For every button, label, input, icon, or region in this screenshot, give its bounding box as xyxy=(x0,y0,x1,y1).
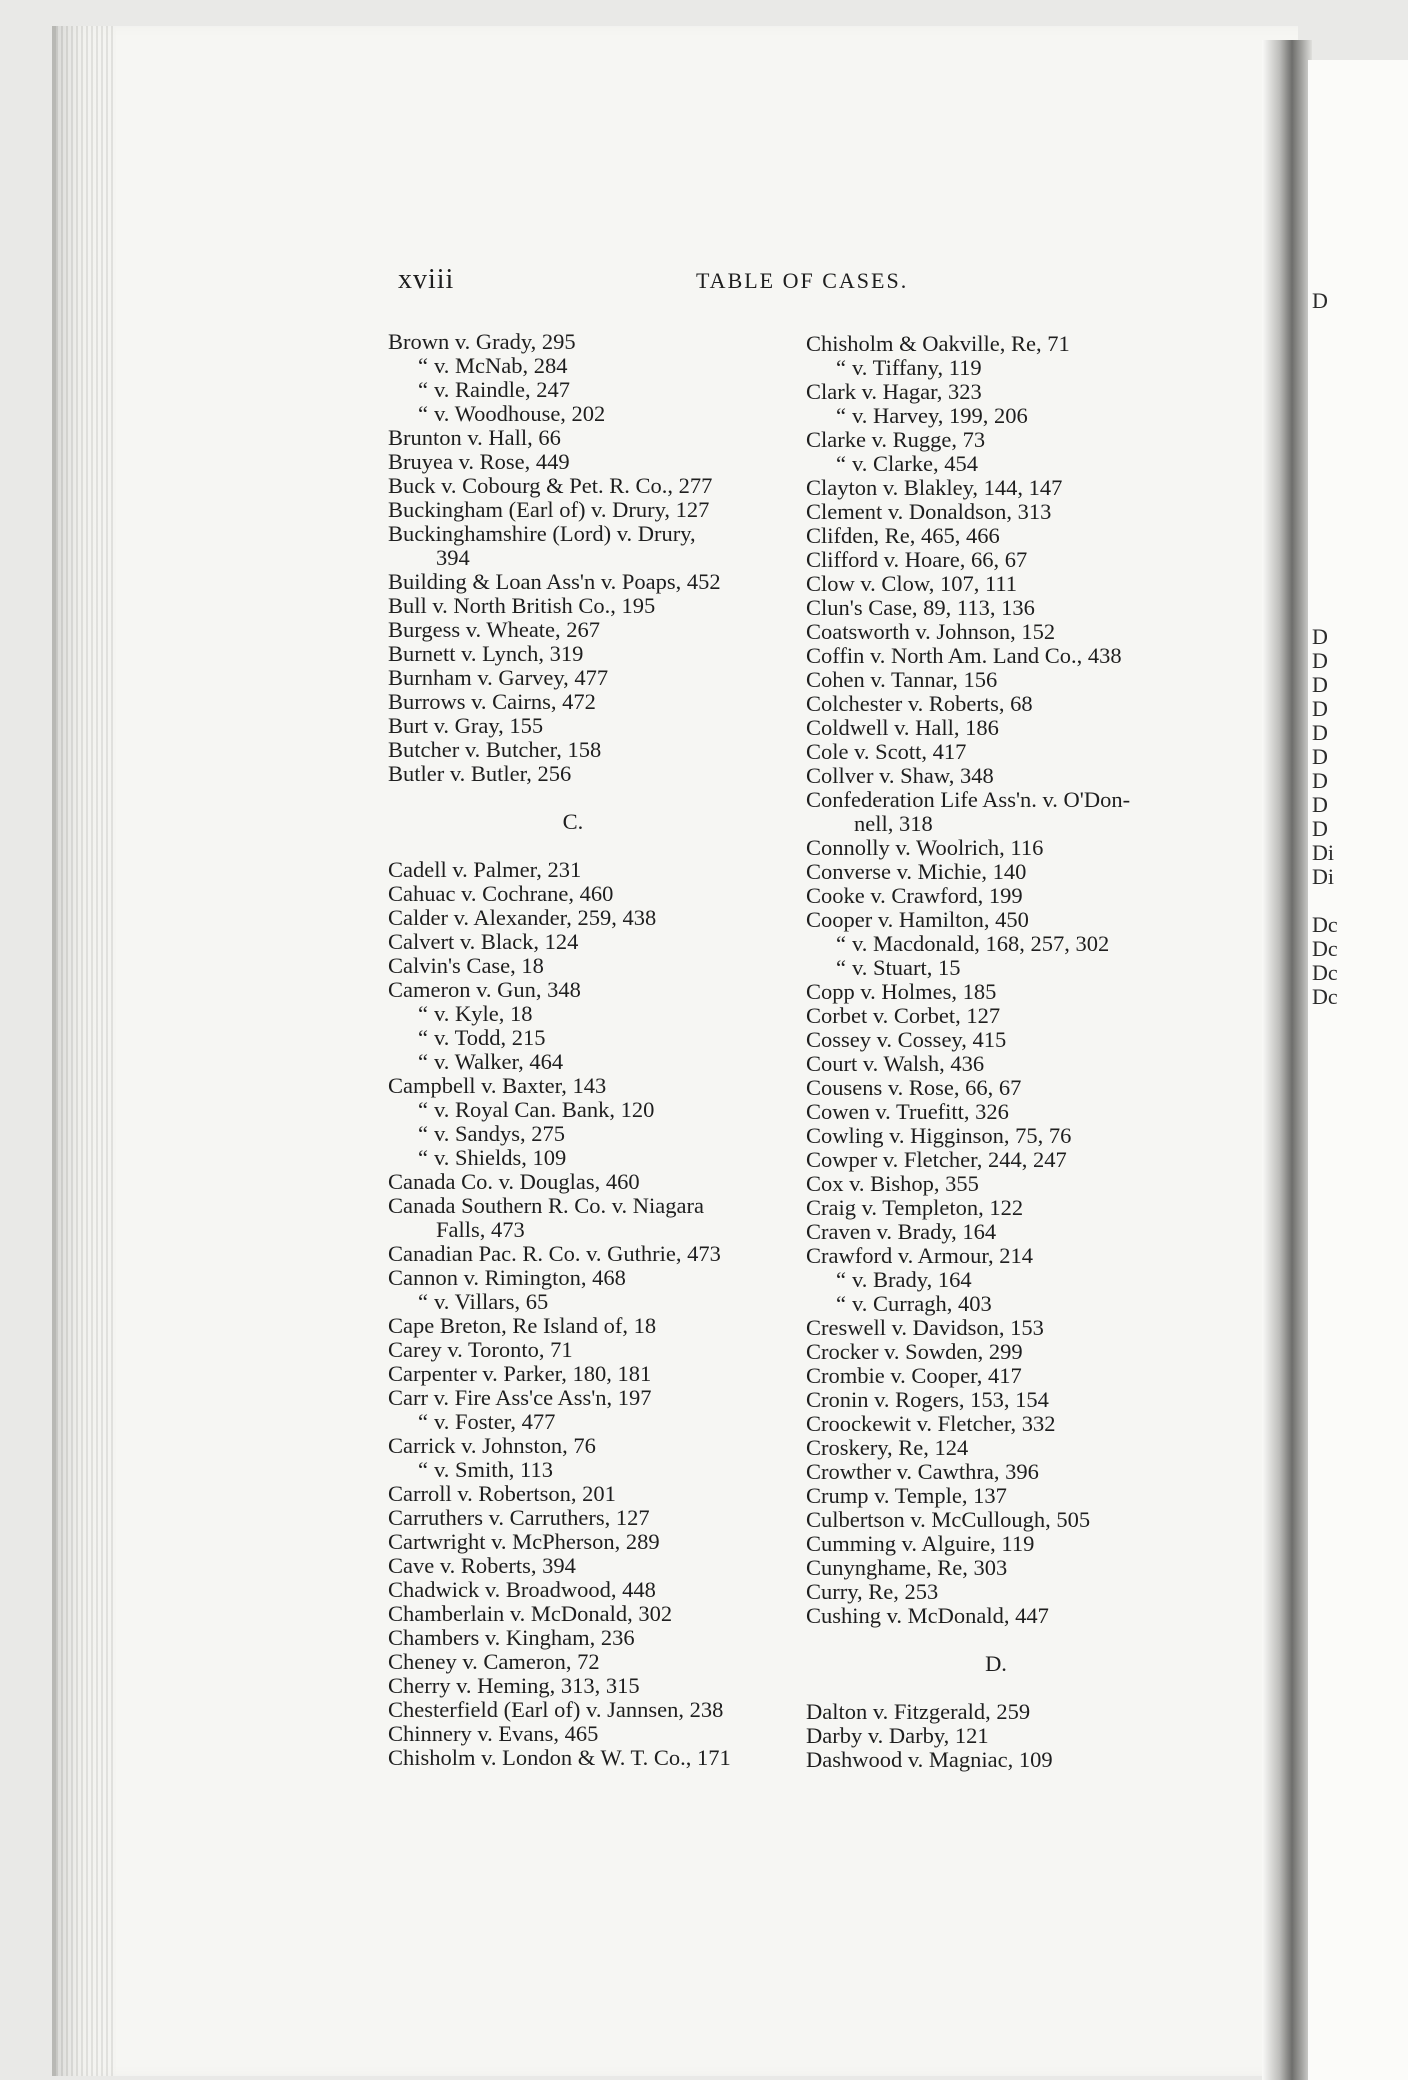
case-text: Burt v. Gray, 155 xyxy=(388,713,544,738)
case-entry xyxy=(388,1554,788,1578)
case-text: v. McNab, 284 xyxy=(434,353,568,378)
case-text: Craig v. Templeton, 122 xyxy=(806,1195,1024,1220)
case-entry xyxy=(388,1146,788,1170)
case-text: Clifford v. Hoare, 66, 67 xyxy=(806,547,1028,572)
case-text: Cunynghame, Re, 303 xyxy=(806,1555,1008,1580)
case-text: Croskery, Re, 124 xyxy=(806,1435,969,1460)
case-text: Cole v. Scott, 417 xyxy=(806,739,967,764)
case-entry xyxy=(806,548,1216,572)
case-entry xyxy=(806,332,1216,356)
ditto-mark: “ xyxy=(418,1097,428,1122)
case-text: Crawford v. Armour, 214 xyxy=(806,1243,1033,1268)
ditto-mark: “ xyxy=(418,1001,428,1026)
case-text: v. Kyle, 18 xyxy=(434,1001,533,1026)
case-entry xyxy=(806,476,1216,500)
case-text: Copp v. Holmes, 185 xyxy=(806,979,997,1004)
case-text: v. Foster, 477 xyxy=(434,1409,556,1434)
case-text: v. Curragh, 403 xyxy=(852,1291,992,1316)
ditto-mark: “ xyxy=(836,451,846,476)
page-edge-lines xyxy=(56,26,116,2076)
ditto-mark: “ xyxy=(418,1049,428,1074)
case-entry xyxy=(388,1530,788,1554)
case-text: v. Todd, 215 xyxy=(434,1025,546,1050)
ditto-mark: “ xyxy=(836,355,846,380)
facing-page-fragment: D xyxy=(1312,288,1328,313)
case-text: Burrows v. Cairns, 472 xyxy=(388,689,596,714)
facing-page-fragment: D xyxy=(1312,672,1328,697)
case-text: Cave v. Roberts, 394 xyxy=(388,1553,576,1578)
index-column-right xyxy=(806,332,1216,1772)
case-text: Cronin v. Rogers, 153, 154 xyxy=(806,1387,1049,1412)
case-entry xyxy=(388,1026,788,1050)
case-entry xyxy=(806,716,1216,740)
case-text: Chinnery v. Evans, 465 xyxy=(388,1721,599,1746)
case-text: Croockewit v. Fletcher, 332 xyxy=(806,1411,1056,1436)
case-text: v. Brady, 164 xyxy=(852,1267,972,1292)
case-text: Crocker v. Sowden, 299 xyxy=(806,1339,1023,1364)
case-entry xyxy=(806,1460,1216,1484)
case-text: v. Macdonald, 168, 257, 302 xyxy=(852,931,1110,956)
case-entry xyxy=(388,666,788,690)
case-text: Calder v. Alexander, 259, 438 xyxy=(388,905,657,930)
case-entry xyxy=(388,1290,788,1314)
case-text: Bull v. North British Co., 195 xyxy=(388,593,656,618)
case-text: Cannon v. Rimington, 468 xyxy=(388,1265,626,1290)
case-entry xyxy=(806,980,1216,1004)
case-entry xyxy=(388,1626,788,1650)
case-entry xyxy=(388,570,788,594)
case-text: Cousens v. Rose, 66, 67 xyxy=(806,1075,1022,1100)
case-entry xyxy=(806,1268,1216,1292)
case-text: Coldwell v. Hall, 186 xyxy=(806,715,999,740)
case-entry xyxy=(388,1386,788,1410)
case-text: Coatsworth v. Johnson, 152 xyxy=(806,619,1056,644)
case-entry xyxy=(388,1242,788,1266)
case-text: Connolly v. Woolrich, 116 xyxy=(806,835,1044,860)
case-text: Cowper v. Fletcher, 244, 247 xyxy=(806,1147,1067,1172)
case-text: Court v. Walsh, 436 xyxy=(806,1051,985,1076)
case-entry xyxy=(388,474,788,498)
facing-page-fragment: Di xyxy=(1312,840,1334,865)
case-entry xyxy=(806,1604,1216,1628)
case-text: v. Walker, 464 xyxy=(434,1049,564,1074)
ditto-mark: “ xyxy=(418,401,428,426)
case-text: nell, 318 xyxy=(854,811,933,836)
case-entry xyxy=(806,524,1216,548)
case-entry xyxy=(806,1004,1216,1028)
case-text: Chisholm & Oakville, Re, 71 xyxy=(806,331,1070,356)
case-text: Clayton v. Blakley, 144, 147 xyxy=(806,475,1063,500)
case-text: Calvert v. Black, 124 xyxy=(388,929,579,954)
case-entry xyxy=(806,932,1216,956)
facing-page-fragment: Dc xyxy=(1312,936,1338,961)
case-text: Curry, Re, 253 xyxy=(806,1579,939,1604)
case-text: Colchester v. Roberts, 68 xyxy=(806,691,1033,716)
case-text: Burnham v. Garvey, 477 xyxy=(388,665,609,690)
case-entry xyxy=(388,1602,788,1626)
case-entry xyxy=(806,1508,1216,1532)
case-text: v. Tiffany, 119 xyxy=(852,355,982,380)
case-text: Cheney v. Cameron, 72 xyxy=(388,1649,600,1674)
case-entry xyxy=(806,1052,1216,1076)
case-entry xyxy=(806,764,1216,788)
facing-page-fragment: D xyxy=(1312,744,1328,769)
case-text: v. Smith, 113 xyxy=(434,1457,553,1482)
case-entry xyxy=(388,594,788,618)
case-entry xyxy=(388,1722,788,1746)
case-entry xyxy=(388,1218,788,1242)
case-entry xyxy=(806,788,1216,812)
section-letter: D. xyxy=(985,1651,1007,1676)
case-entry xyxy=(388,1458,788,1482)
case-text: Creswell v. Davidson, 153 xyxy=(806,1315,1044,1340)
facing-page-strip xyxy=(1308,60,1408,2080)
case-entry xyxy=(388,1410,788,1434)
facing-page-fragment: Dc xyxy=(1312,960,1338,985)
ditto-mark: “ xyxy=(418,353,428,378)
case-text: Culbertson v. McCullough, 505 xyxy=(806,1507,1091,1532)
case-entry xyxy=(388,402,788,426)
case-entry xyxy=(806,1724,1216,1748)
case-text: v. Raindle, 247 xyxy=(434,377,571,402)
case-entry xyxy=(388,498,788,522)
case-text: Butcher v. Butcher, 158 xyxy=(388,737,602,762)
case-text: Building & Loan Ass'n v. Poaps, 452 xyxy=(388,569,721,594)
case-text: Chadwick v. Broadwood, 448 xyxy=(388,1577,656,1602)
case-text: Carruthers v. Carruthers, 127 xyxy=(388,1505,650,1530)
case-text: Cohen v. Tannar, 156 xyxy=(806,667,998,692)
ditto-mark: “ xyxy=(418,1289,428,1314)
case-entry xyxy=(388,1338,788,1362)
case-text: Clifden, Re, 465, 466 xyxy=(806,523,1000,548)
case-entry xyxy=(388,1698,788,1722)
case-text: Calvin's Case, 18 xyxy=(388,953,544,978)
case-text: Clarke v. Rugge, 73 xyxy=(806,427,986,452)
case-text: v. Shields, 109 xyxy=(434,1145,567,1170)
case-entry xyxy=(806,1100,1216,1124)
case-entry xyxy=(806,956,1216,980)
ditto-mark: “ xyxy=(836,403,846,428)
case-text: Crombie v. Cooper, 417 xyxy=(806,1363,1022,1388)
case-entry xyxy=(388,330,788,354)
case-text: Cameron v. Gun, 348 xyxy=(388,977,581,1002)
case-entry xyxy=(806,884,1216,908)
case-text: v. Stuart, 15 xyxy=(852,955,961,980)
case-entry xyxy=(388,882,788,906)
facing-page-fragment: Di xyxy=(1312,864,1334,889)
case-entry xyxy=(388,978,788,1002)
case-text: Cooper v. Hamilton, 450 xyxy=(806,907,1029,932)
facing-page-fragment: D xyxy=(1312,648,1328,673)
case-text: Cadell v. Palmer, 231 xyxy=(388,857,582,882)
case-entry xyxy=(388,1482,788,1506)
case-entry xyxy=(806,1436,1216,1460)
facing-page-fragment: D xyxy=(1312,720,1328,745)
case-entry xyxy=(388,906,788,930)
facing-page-fragment: D xyxy=(1312,792,1328,817)
running-title: TABLE OF CASES. xyxy=(696,268,909,293)
facing-page-fragment: Dc xyxy=(1312,912,1338,937)
case-text: v. Royal Can. Bank, 120 xyxy=(434,1097,655,1122)
case-entry xyxy=(388,1266,788,1290)
case-entry xyxy=(806,1364,1216,1388)
case-text: Buckingham (Earl of) v. Drury, 127 xyxy=(388,497,710,522)
case-text: v. Villars, 65 xyxy=(434,1289,549,1314)
case-text: Canada Southern R. Co. v. Niagara xyxy=(388,1193,704,1218)
ditto-mark: “ xyxy=(836,1267,846,1292)
case-entry xyxy=(806,740,1216,764)
case-text: Cooke v. Crawford, 199 xyxy=(806,883,1023,908)
case-entry xyxy=(388,690,788,714)
case-entry xyxy=(388,714,788,738)
case-entry xyxy=(806,356,1216,380)
case-entry xyxy=(388,738,788,762)
case-text: Dashwood v. Magniac, 109 xyxy=(806,1747,1053,1772)
case-entry xyxy=(806,1220,1216,1244)
case-text: Buck v. Cobourg & Pet. R. Co., 277 xyxy=(388,473,713,498)
case-entry xyxy=(806,1076,1216,1100)
case-text: Cowling v. Higginson, 75, 76 xyxy=(806,1123,1072,1148)
case-text: Canada Co. v. Douglas, 460 xyxy=(388,1169,640,1194)
ditto-mark: “ xyxy=(836,931,846,956)
case-entry xyxy=(806,1484,1216,1508)
case-text: Cox v. Bishop, 355 xyxy=(806,1171,979,1196)
case-text: Craven v. Brady, 164 xyxy=(806,1219,997,1244)
case-entry xyxy=(806,596,1216,620)
case-text: Clun's Case, 89, 113, 136 xyxy=(806,595,1035,620)
case-entry xyxy=(806,1316,1216,1340)
case-text: v. Clarke, 454 xyxy=(852,451,979,476)
case-entry xyxy=(388,1122,788,1146)
case-text: Carrick v. Johnston, 76 xyxy=(388,1433,596,1458)
case-text: Chambers v. Kingham, 236 xyxy=(388,1625,635,1650)
case-entry xyxy=(806,404,1216,428)
case-entry xyxy=(388,858,788,882)
case-entry xyxy=(806,1412,1216,1436)
case-text: Confederation Life Ass'n. v. O'Don- xyxy=(806,787,1131,812)
case-text: Brunton v. Hall, 66 xyxy=(388,425,561,450)
case-text: Crump v. Temple, 137 xyxy=(806,1483,1007,1508)
case-text: Cherry v. Heming, 313, 315 xyxy=(388,1673,640,1698)
case-entry xyxy=(806,1700,1216,1724)
case-entry xyxy=(806,1244,1216,1268)
case-text: Burgess v. Wheate, 267 xyxy=(388,617,601,642)
case-entry xyxy=(806,860,1216,884)
case-entry xyxy=(806,1292,1216,1316)
case-entry xyxy=(388,1314,788,1338)
case-entry xyxy=(806,908,1216,932)
case-text: Cartwright v. McPherson, 289 xyxy=(388,1529,660,1554)
case-text: Cahuac v. Cochrane, 460 xyxy=(388,881,614,906)
case-entry xyxy=(388,522,788,546)
case-text: Brown v. Grady, 295 xyxy=(388,329,576,354)
case-entry xyxy=(806,380,1216,404)
ditto-mark: “ xyxy=(418,1025,428,1050)
case-text: Corbet v. Corbet, 127 xyxy=(806,1003,1001,1028)
ditto-mark: “ xyxy=(418,1409,428,1434)
case-entry xyxy=(388,1002,788,1026)
case-entry xyxy=(806,836,1216,860)
case-entry xyxy=(388,1074,788,1098)
case-text: Carey v. Toronto, 71 xyxy=(388,1337,573,1362)
case-entry xyxy=(388,1194,788,1218)
ditto-mark: “ xyxy=(418,1145,428,1170)
case-entry xyxy=(806,452,1216,476)
case-entry xyxy=(388,426,788,450)
case-entry xyxy=(388,1434,788,1458)
case-entry xyxy=(388,930,788,954)
ditto-mark: “ xyxy=(836,955,846,980)
case-text: Buckinghamshire (Lord) v. Drury, xyxy=(388,521,696,546)
case-entry xyxy=(388,1506,788,1530)
section-letter: C. xyxy=(562,809,584,834)
case-entry xyxy=(806,1748,1216,1772)
case-text: Clark v. Hagar, 323 xyxy=(806,379,982,404)
case-entry xyxy=(806,1148,1216,1172)
case-entry xyxy=(388,450,788,474)
case-text: Clement v. Donaldson, 313 xyxy=(806,499,1052,524)
case-entry xyxy=(806,1172,1216,1196)
case-entry xyxy=(388,954,788,978)
case-text: Cape Breton, Re Island of, 18 xyxy=(388,1313,657,1338)
case-text: Clow v. Clow, 107, 111 xyxy=(806,571,1018,596)
case-text: Cossey v. Cossey, 415 xyxy=(806,1027,1007,1052)
facing-page-fragment: D xyxy=(1312,696,1328,721)
case-entry xyxy=(806,668,1216,692)
case-text: Collver v. Shaw, 348 xyxy=(806,763,994,788)
case-entry xyxy=(806,812,1216,836)
case-text: Campbell v. Baxter, 143 xyxy=(388,1073,607,1098)
case-text: v. Sandys, 275 xyxy=(434,1121,566,1146)
case-text: Coffin v. North Am. Land Co., 438 xyxy=(806,643,1122,668)
case-text: Cumming v. Alguire, 119 xyxy=(806,1531,1035,1556)
case-entry xyxy=(806,620,1216,644)
case-text: Canadian Pac. R. Co. v. Guthrie, 473 xyxy=(388,1241,721,1266)
case-entry xyxy=(388,1362,788,1386)
case-entry xyxy=(388,354,788,378)
ditto-mark: “ xyxy=(418,1457,428,1482)
case-text: v. Woodhouse, 202 xyxy=(434,401,606,426)
case-text: Falls, 473 xyxy=(436,1217,525,1242)
case-text: Converse v. Michie, 140 xyxy=(806,859,1027,884)
ditto-mark: “ xyxy=(836,1291,846,1316)
case-text: Chesterfield (Earl of) v. Jannsen, 238 xyxy=(388,1697,724,1722)
case-text: Burnett v. Lynch, 319 xyxy=(388,641,584,666)
ditto-mark: “ xyxy=(418,1121,428,1146)
page-number: xviii xyxy=(398,264,455,295)
case-entry xyxy=(806,644,1216,668)
facing-page-fragment: D xyxy=(1312,624,1328,649)
case-text: 394 xyxy=(436,545,470,570)
case-text: Butler v. Butler, 256 xyxy=(388,761,572,786)
case-entry xyxy=(806,1028,1216,1052)
case-entry xyxy=(388,1578,788,1602)
case-entry xyxy=(388,762,788,786)
ditto-mark: “ xyxy=(418,377,428,402)
case-entry xyxy=(388,1650,788,1674)
case-text: v. Harvey, 199, 206 xyxy=(852,403,1028,428)
case-entry xyxy=(806,1556,1216,1580)
case-entry xyxy=(806,1532,1216,1556)
index-column-left xyxy=(388,330,788,1770)
case-entry xyxy=(388,642,788,666)
case-entry xyxy=(388,1098,788,1122)
case-entry xyxy=(388,378,788,402)
case-text: Chisholm v. London & W. T. Co., 171 xyxy=(388,1745,731,1770)
case-entry xyxy=(388,1050,788,1074)
case-text: Dalton v. Fitzgerald, 259 xyxy=(806,1699,1031,1724)
case-text: Bruyea v. Rose, 449 xyxy=(388,449,570,474)
case-entry xyxy=(388,546,788,570)
case-entry xyxy=(806,1340,1216,1364)
case-text: Cowen v. Truefitt, 326 xyxy=(806,1099,1009,1124)
case-entry xyxy=(806,692,1216,716)
case-entry xyxy=(388,1170,788,1194)
facing-page-fragment: D xyxy=(1312,816,1328,841)
case-text: Crowther v. Cawthra, 396 xyxy=(806,1459,1039,1484)
case-text: Cushing v. McDonald, 447 xyxy=(806,1603,1049,1628)
facing-page-fragment: D xyxy=(1312,768,1328,793)
case-entry xyxy=(806,1196,1216,1220)
case-entry xyxy=(806,1580,1216,1604)
book-gutter xyxy=(1262,40,1312,2080)
case-entry xyxy=(388,1746,788,1770)
facing-page-fragment: Dc xyxy=(1312,984,1338,1009)
case-text: Carpenter v. Parker, 180, 181 xyxy=(388,1361,652,1386)
case-text: Darby v. Darby, 121 xyxy=(806,1723,989,1748)
case-entry xyxy=(806,572,1216,596)
case-text: Chamberlain v. McDonald, 302 xyxy=(388,1601,673,1626)
case-text: Carr v. Fire Ass'ce Ass'n, 197 xyxy=(388,1385,652,1410)
case-entry xyxy=(806,428,1216,452)
case-entry xyxy=(388,618,788,642)
case-entry xyxy=(806,1388,1216,1412)
case-entry xyxy=(806,500,1216,524)
case-entry xyxy=(388,1674,788,1698)
case-text: Carroll v. Robertson, 201 xyxy=(388,1481,616,1506)
case-entry xyxy=(806,1124,1216,1148)
